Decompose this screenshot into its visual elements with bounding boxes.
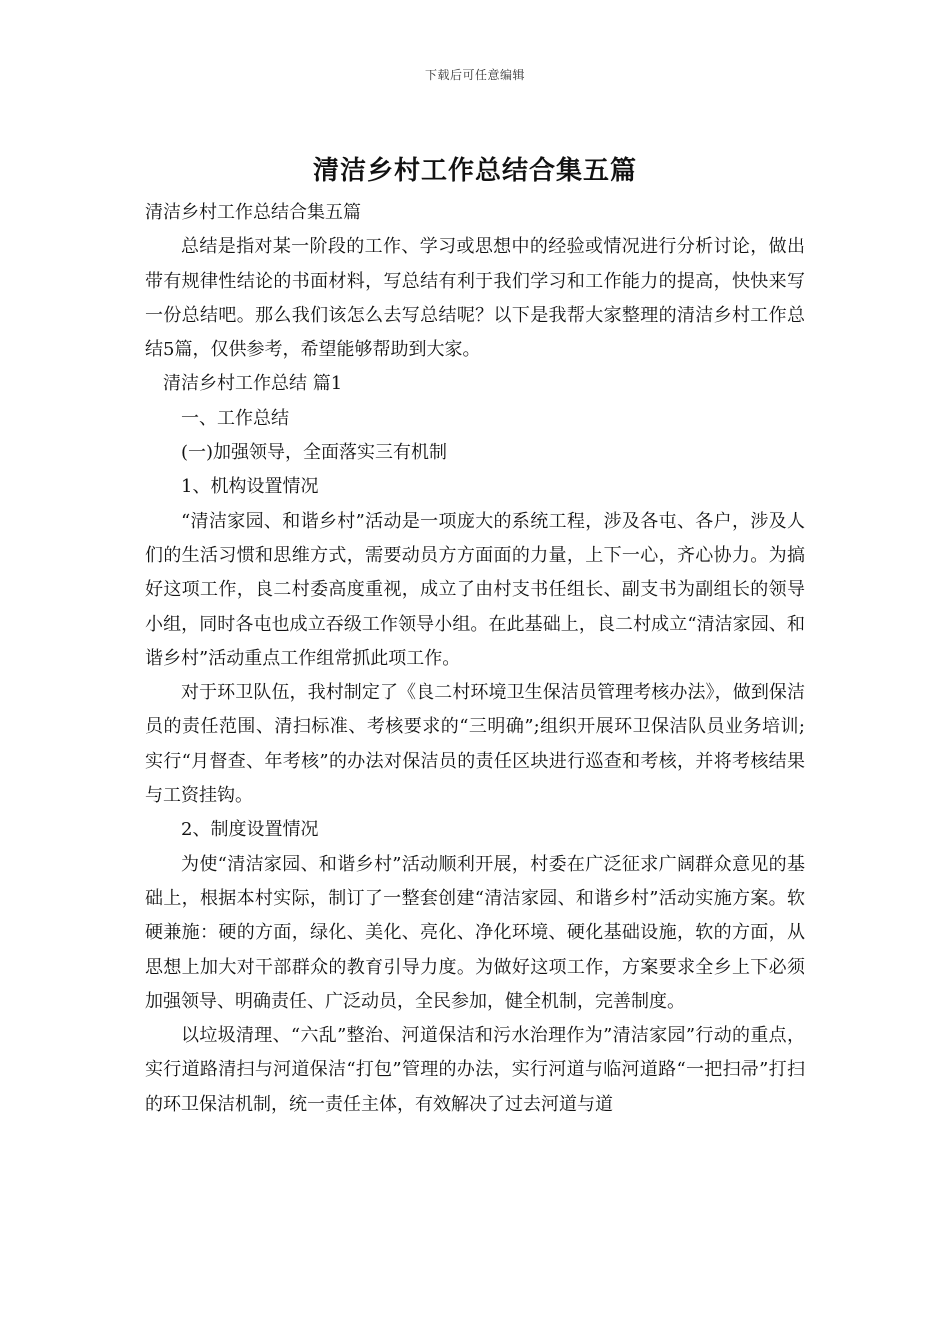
page-header-note: 下载后可任意编辑 [424,68,525,82]
heading-organization: 1、机构设置情况 [181,476,319,498]
intro-paragraph: 总结是指对某一阶段的工作、学习或思想中的经验或情况进行分析讨论，做出带有规律性结论的书面材料，写总结有利于我们学习和工作能力的提高，快快来写一份总结吧。那么我们该怎么去写总结呢？以下是我帮大家整理的清洁乡村工作总结5篇，仅供参考，希望能够帮助到大家。 [145,236,805,361]
document-title: 清洁乡村工作总结合集五篇 [312,156,637,186]
paragraph-system: 为使“清洁家园、和谐乡村”活动顺利开展，村委在广泛征求广阔群众意见的基础上，根据本村实际，制订了一整套创建“清洁家园、和谐乡村”活动实施方案。软硬兼施：硬的方面，绿化、美化、亮化、净化环境、硬化基础设施，软的方面，从思想上加大对干部群众的教育引导力度。为做好这项工作，方案要求全乡上下必须加强领导、明确责任、广泛动员，全民参加，健全机制，完善制度。 [145,853,805,1012]
paragraph-sanitation-team: 对于环卫队伍，我村制定了《良二村环境卫生保洁员管理考核办法》，做到保洁员的责任范围、清扫标准、考核要求的“三明确”;组织开展环卫保洁队员业务培训;实行“月督查、年考核”的办法对保洁员的责任区块进行巡查和考核，并将考核结果与工资挂钩。 [145,682,805,807]
heading-work-summary: 一、工作总结 [181,407,289,429]
section-heading-part1: 清洁乡村工作总结 篇1 [163,373,343,395]
subtitle-paragraph: 清洁乡村工作总结合集五篇 [145,202,361,223]
paragraph-garbage-cleanup: 以垃圾清理、“六乱”整治、河道保洁和污水治理作为”清洁家园”行动的重点，实行道路清扫与河道保洁“打包”管理的办法，实行河道与临河道路“一把扫帚”打扫的环卫保洁机制，统一责任主体，有效解决了过去河道与道 [145,1025,805,1115]
heading-system: 2、制度设置情况 [181,819,319,841]
document-body [145,196,805,1122]
heading-leadership: (一)加强领导，全面落实三有机制 [181,442,448,464]
paragraph-organization: “清洁家园、和谐乡村”活动是一项庞大的系统工程，涉及各屯、各户，涉及人们的生活习惯和思维方式，需要动员方方面面的力量，上下一心，齐心协力。为搞好这项工作，良二村委高度重视，成立了由村支书任组长、副支书为副组长的领导小组，同时各屯也成立吞级工作领导小组。在此基础上，良二村成立“清洁家园、和谐乡村”活动重点工作组常抓此项工作。 [145,510,805,669]
